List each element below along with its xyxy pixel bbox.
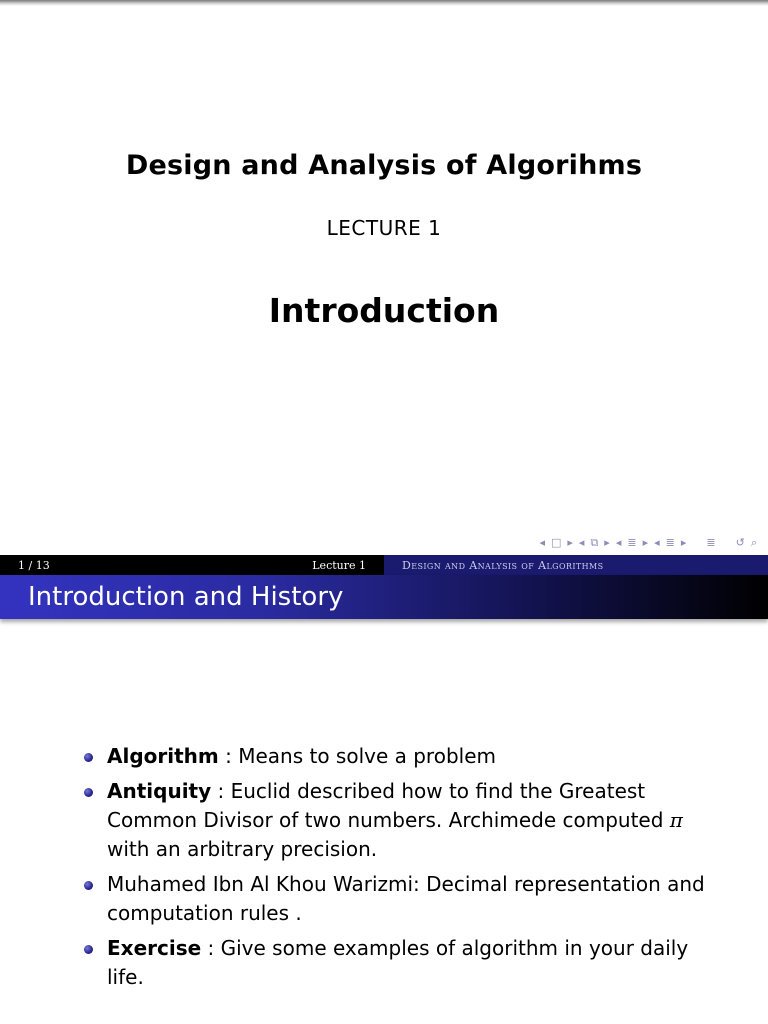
bullet-list <box>84 742 724 998</box>
nav-next-frame-icon[interactable]: ▸ <box>567 536 573 549</box>
bullet-text: : Means to solve a problem <box>218 744 496 768</box>
bullet-icon <box>84 753 93 762</box>
slide-heading: Introduction <box>268 291 500 330</box>
bullet-term: Exercise <box>107 936 202 960</box>
bullet-text: : Euclid described how to find the Greatest Common Divisor of two numbers. Archimede computed <box>107 779 670 832</box>
nav-back-icon[interactable]: ↺ <box>735 536 745 549</box>
bullet-term: Algorithm <box>107 744 219 768</box>
nav-next-subsection-icon[interactable]: ▸ <box>604 536 610 549</box>
page-top-edge <box>0 0 768 6</box>
frame-title: Introduction and History <box>28 582 344 612</box>
nav-subsection-icon[interactable]: ⧉ <box>590 536 599 549</box>
nav-next-section-icon[interactable]: ▸ <box>642 536 649 549</box>
nav-frame-icon[interactable]: □ <box>550 536 562 549</box>
page-number: 1 / 13 <box>18 558 50 572</box>
nav-prev-subsection-icon[interactable]: ◂ <box>578 536 585 549</box>
list-item <box>84 742 724 771</box>
lecture-label: LECTURE 1 <box>326 216 442 240</box>
bullet-term: Antiquity <box>107 779 212 803</box>
footline-right <box>384 555 768 575</box>
nav-part-icon[interactable]: ≣ <box>665 536 675 549</box>
bullet-icon <box>84 881 93 890</box>
nav-prev-section-icon[interactable]: ◂ <box>615 536 622 549</box>
nav-section-icon[interactable]: ≣ <box>627 536 637 549</box>
nav-next-part-icon[interactable]: ▸ <box>680 536 687 549</box>
bullet-text: : Give some examples of algorithm in your daily life. <box>107 936 689 989</box>
footline-short-title: Lecture 1 <box>312 558 366 572</box>
pi-symbol: π <box>669 808 683 832</box>
list-item <box>84 870 724 928</box>
nav-align-icon[interactable]: ≣ <box>706 536 716 549</box>
beamer-navigation-bar <box>536 534 760 552</box>
nav-search-icon[interactable]: ⌕ <box>750 536 757 549</box>
presentation-title: Design and Analysis of Algorihms <box>125 150 643 181</box>
bullet-icon <box>84 945 93 954</box>
footline-left <box>0 555 384 575</box>
bullet-text: Muhamed Ibn Al Khou Warizmi: Decimal representation and computation rules . <box>107 872 705 925</box>
bullet-text-tail: with an arbitrary precision. <box>107 837 378 861</box>
bullet-icon <box>84 788 93 797</box>
frame-title-bar <box>0 575 768 619</box>
footline <box>0 555 768 575</box>
nav-prev-frame-icon[interactable]: ◂ <box>539 536 545 549</box>
list-item <box>84 934 724 992</box>
footline-course-title: Design and Analysis of Algorithms <box>402 558 604 572</box>
nav-prev-part-icon[interactable]: ◂ <box>654 536 660 549</box>
list-item <box>84 777 724 864</box>
